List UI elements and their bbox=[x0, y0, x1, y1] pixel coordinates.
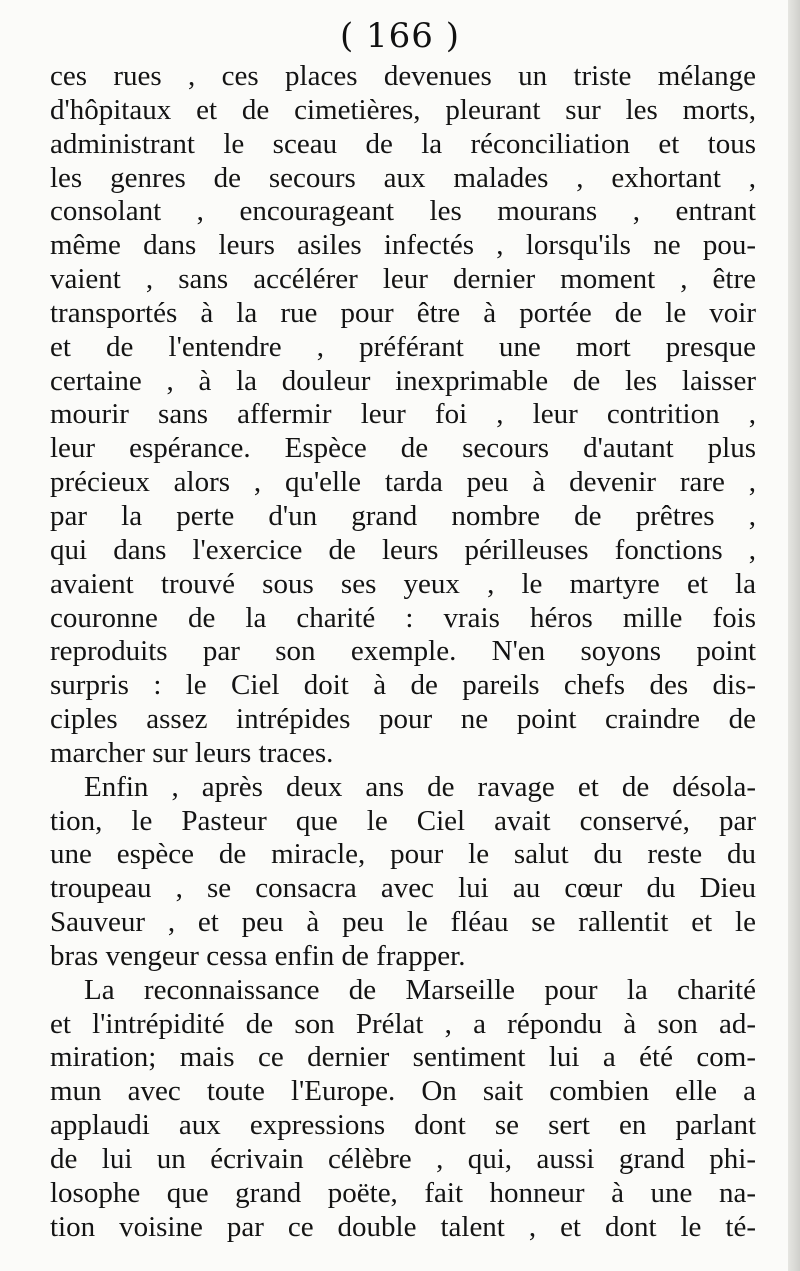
text-line: Sauveur , et peu à peu le fléau se rallentit et le bbox=[50, 906, 756, 939]
text-line: certaine , à la douleur inexprimable de les laisser bbox=[50, 364, 756, 397]
text-line: d'hôpitaux et de cimetières, pleurant sur les morts, bbox=[50, 93, 756, 126]
text-line: couronne de la charité : vrais héros mille fois bbox=[50, 601, 756, 634]
text-line: par la perte d'un grand nombre de prêtres , bbox=[50, 499, 756, 532]
text-line: administrant le sceau de la réconciliation et tous bbox=[50, 127, 756, 160]
text-line: tion voisine par ce double talent , et dont le té- bbox=[50, 1210, 756, 1243]
text-line: bras vengeur cessa enfin de frapper. bbox=[50, 939, 466, 972]
text-line: surpris : le Ciel doit à de pareils chefs des dis- bbox=[50, 669, 756, 702]
text-line: miration; mais ce dernier sentiment lui a été com- bbox=[50, 1041, 756, 1074]
text-line: La reconnaissance de Marseille pour la charité bbox=[84, 973, 756, 1006]
text-line: leur espérance. Espèce de secours d'autant plus bbox=[50, 432, 756, 465]
page-edge bbox=[788, 0, 800, 1271]
text-line: troupeau , se consacra avec lui au cœur du Dieu bbox=[50, 872, 756, 905]
text-line: les genres de secours aux malades , exhortant , bbox=[50, 161, 756, 194]
text-line: mourir sans affermir leur foi , leur contrition , bbox=[50, 398, 756, 431]
text-line: consolant , encourageant les mourans , entrant bbox=[50, 195, 756, 228]
text-line: reproduits par son exemple. N'en soyons point bbox=[50, 635, 756, 668]
text-line: ciples assez intrépides pour ne point craindre de bbox=[50, 703, 756, 736]
text-line: de lui un écrivain célèbre , qui, aussi grand phi- bbox=[50, 1143, 756, 1175]
text-line: qui dans l'exercice de leurs périlleuses fonctions , bbox=[50, 533, 756, 566]
text-line: ces rues , ces places devenues un triste mélange bbox=[50, 60, 756, 92]
text-line: marcher sur leurs traces. bbox=[50, 736, 334, 769]
text-line: une espèce de miracle, pour le salut du reste du bbox=[50, 838, 756, 871]
text-line: même dans leurs asiles infectés , lorsqu'ils ne pou- bbox=[50, 229, 756, 262]
text-line: losophe que grand poëte, fait honneur à une na- bbox=[50, 1176, 756, 1209]
text-line: applaudi aux expressions dont se sert en parlant bbox=[50, 1109, 756, 1142]
text-line: mun avec toute l'Europe. On sait combien elle a bbox=[50, 1075, 756, 1108]
text-line: tion, le Pasteur que le Ciel avait conservé, par bbox=[50, 804, 756, 837]
text-line: transportés à la rue pour être à portée de le voir bbox=[50, 296, 756, 329]
body-text bbox=[50, 60, 756, 1245]
text-line: et de l'entendre , préférant une mort presque bbox=[50, 330, 756, 363]
text-line: avaient trouvé sous ses yeux , le martyre et la bbox=[50, 567, 756, 600]
text-line: précieux alors , qu'elle tarda peu à devenir rare , bbox=[50, 466, 756, 499]
text-line: Enfin , après deux ans de ravage et de désola- bbox=[84, 770, 756, 803]
text-line: et l'intrépidité de son Prélat , a répondu à son ad- bbox=[50, 1007, 756, 1040]
page-number: ( 166 ) bbox=[339, 16, 461, 56]
text-line: vaient , sans accélérer leur dernier moment , être bbox=[50, 263, 756, 296]
